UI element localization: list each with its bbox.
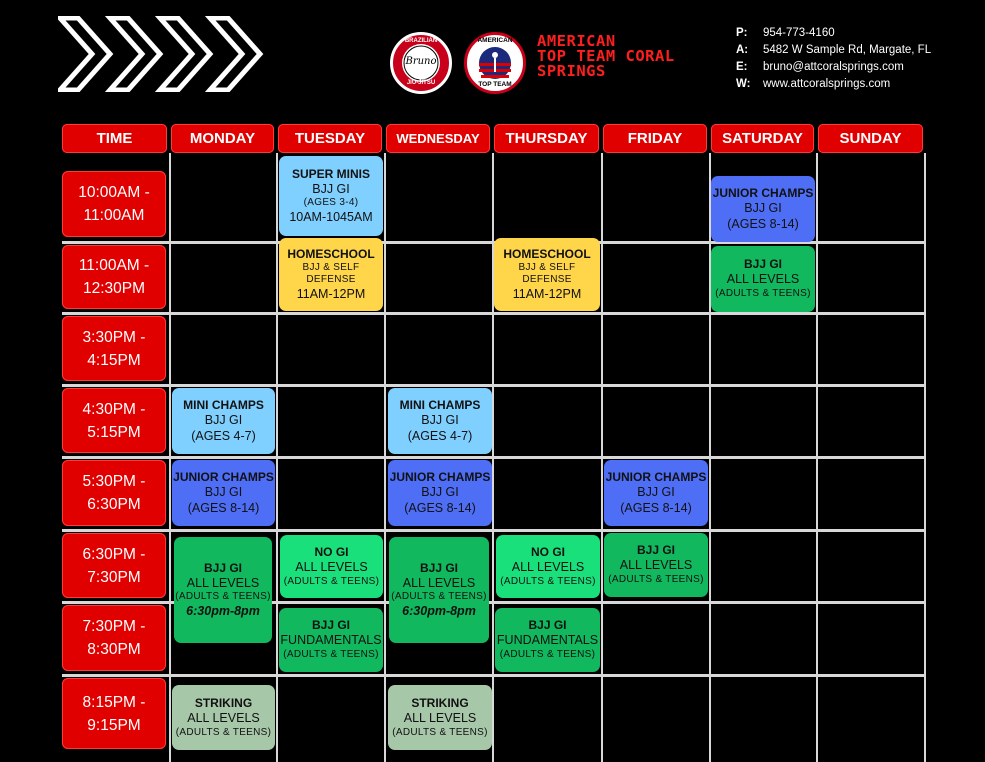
brand-line: SPRINGS: [537, 62, 606, 80]
class-card-junior-champs: [711, 176, 815, 242]
class-ages: (ADULTS & TEENS): [499, 649, 596, 661]
class-title: HOMESCHOOL: [503, 246, 591, 261]
class-sub: BJJ GI: [744, 200, 782, 215]
class-title: BJJ GI: [419, 560, 458, 575]
contact-label: P:: [736, 27, 748, 39]
class-card-fundamentals: [279, 608, 383, 672]
class-time: 6:30pm-8pm: [402, 603, 476, 618]
grid-line: [62, 456, 926, 459]
class-sub: BJJ & SELF: [518, 261, 576, 273]
grid-line: [62, 529, 926, 532]
time-start: 3:30PM -: [82, 328, 146, 346]
class-card-striking: [388, 685, 492, 750]
grid-line: [62, 674, 926, 677]
contact-phone: [736, 27, 835, 39]
time-end: 6:30PM: [87, 496, 141, 513]
header-friday: FRIDAY: [603, 124, 707, 153]
time-cell: [62, 245, 166, 309]
logo-left-mid-text: Bruno: [405, 56, 437, 67]
class-title: BJJ GI: [311, 618, 350, 633]
time-cell: [62, 678, 166, 749]
class-card-homeschool: [279, 238, 383, 311]
class-ages: (ADULTS & TEENS): [500, 575, 596, 587]
time-start: 10:00AM -: [78, 184, 150, 201]
class-title: NO GI: [530, 544, 565, 559]
time-cell: [62, 605, 166, 671]
chevrons-icon: [58, 16, 264, 92]
contact-label: A:: [736, 44, 749, 56]
time-end: 7:30PM: [87, 568, 141, 586]
time-cell: [62, 171, 166, 237]
contact-label: W:: [736, 78, 751, 90]
class-card-junior-champs: [172, 460, 275, 526]
class-ages: (AGES 8-14): [404, 500, 476, 515]
time-end: 4:15PM: [87, 351, 141, 369]
header-sunday: SUNDAY: [818, 124, 923, 153]
american-top-team-logo: [464, 32, 526, 94]
class-title: MINI CHAMPS: [183, 397, 264, 412]
class-card-super-minis: [279, 156, 383, 236]
class-sub: ALL LEVELS: [511, 559, 585, 574]
class-card-no-gi: [280, 535, 383, 598]
class-sub: ALL LEVELS: [403, 710, 477, 725]
time-end: 9:15PM: [87, 716, 141, 734]
time-cell: [62, 460, 166, 526]
class-card-mini-champs: [172, 388, 275, 454]
class-ages: (AGES 4-7): [191, 428, 256, 443]
class-card-bjj-gi: [389, 537, 489, 643]
time-end: 8:30PM: [87, 641, 141, 658]
contact-website: [736, 78, 890, 90]
time-start: 7:30PM -: [82, 618, 146, 635]
header-monday: MONDAY: [171, 124, 274, 153]
time-start: 5:30PM -: [82, 473, 146, 490]
class-title: NO GI: [314, 544, 349, 559]
contact-value: 954-773-4160: [763, 27, 835, 39]
time-cell: [62, 388, 166, 453]
contact-value: www.attcoralsprings.com: [763, 78, 891, 90]
class-ages: (ADULTS & TEENS): [715, 288, 811, 300]
logo-right-bottom-text: TOP TEAM: [478, 81, 512, 88]
class-sub: BJJ GI: [312, 181, 350, 196]
time-cell: [62, 533, 166, 598]
class-card-fundamentals: [495, 608, 600, 672]
class-time: 11AM-12PM: [296, 286, 366, 301]
logo-left-bottom-text: JIU-JITSU: [406, 80, 436, 86]
time-cell: [62, 316, 166, 381]
class-title: JUNIOR CHAMPS: [605, 469, 707, 484]
class-sub: BJJ GI: [421, 484, 459, 499]
class-card-bjj-gi: [711, 246, 815, 312]
class-card-homeschool: [494, 238, 600, 311]
brand-name: [537, 34, 675, 79]
class-sub: ALL LEVELS: [186, 575, 260, 590]
contact-email: [736, 61, 904, 73]
class-sub: BJJ GI: [637, 484, 675, 499]
class-ages: (ADULTS & TEENS): [608, 574, 704, 586]
class-time: 10AM-1045AM: [289, 209, 373, 224]
class-card-striking: [172, 685, 275, 750]
class-title: STRIKING: [411, 695, 469, 710]
class-title: MINI CHAMPS: [399, 397, 481, 412]
logo-left-top-text: BRAZILIAN: [404, 38, 438, 44]
class-ages: (AGES 8-14): [620, 500, 692, 515]
header-wednesday: WEDNESDAY: [386, 124, 490, 153]
class-sub: BJJ & SELF: [302, 261, 360, 273]
time-start: 4:30PM -: [82, 400, 146, 418]
class-title: SUPER MINIS: [291, 166, 370, 181]
class-title: STRIKING: [194, 695, 253, 710]
contact-value: 5482 W Sample Rd, Margate, FL: [763, 44, 932, 56]
class-sub: BJJ GI: [204, 412, 243, 427]
header-saturday: SATURDAY: [711, 124, 814, 153]
grid-line: [62, 384, 926, 387]
class-sub: DEFENSE: [306, 274, 356, 286]
class-ages: (AGES 3-4): [303, 197, 359, 209]
class-ages: (ADULTS & TEENS): [175, 591, 271, 603]
contact-value: bruno@attcoralsprings.com: [763, 61, 904, 73]
class-title: BJJ GI: [743, 257, 782, 272]
class-ages: (AGES 8-14): [187, 500, 260, 515]
class-card-no-gi: [496, 535, 600, 598]
logo-right-top-text: AMERICAN: [477, 37, 513, 44]
class-sub: ALL LEVELS: [726, 272, 800, 287]
class-sub: FUNDAMENTALS: [280, 633, 382, 648]
class-sub: FUNDAMENTALS: [496, 633, 599, 648]
time-start: 11:00AM -: [78, 257, 150, 274]
class-ages: (AGES 8-14): [727, 216, 799, 231]
class-ages: (ADULTS & TEENS): [391, 591, 487, 603]
class-time: 6:30pm-8pm: [186, 603, 260, 618]
class-sub: DEFENSE: [522, 274, 572, 286]
bruno-bjj-logo: [390, 32, 452, 94]
class-card-bjj-gi: [174, 537, 272, 643]
class-title: BJJ GI: [636, 543, 675, 558]
class-sub: ALL LEVELS: [295, 559, 368, 574]
class-ages: (AGES 4-7): [407, 428, 473, 443]
class-ages: (ADULTS & TEENS): [283, 649, 379, 661]
time-end: 12:30PM: [82, 280, 146, 297]
brand-line: AMERICAN: [537, 32, 616, 50]
time-start: 8:15PM -: [82, 693, 146, 711]
class-sub: ALL LEVELS: [187, 710, 260, 725]
class-ages: (ADULTS & TEENS): [175, 726, 272, 738]
class-title: JUNIOR CHAMPS: [712, 185, 814, 200]
header-tuesday: TUESDAY: [278, 124, 382, 153]
class-card-junior-champs: [388, 460, 492, 526]
class-title: HOMESCHOOL: [287, 246, 375, 261]
contact-address: [736, 44, 931, 56]
class-ages: (ADULTS & TEENS): [392, 726, 488, 738]
header-time: TIME: [62, 124, 167, 153]
contact-label: E:: [736, 61, 748, 73]
brand-line: TOP TEAM CORAL: [537, 47, 675, 65]
header-thursday: THURSDAY: [494, 124, 599, 153]
time-start: 6:30PM -: [82, 545, 146, 563]
class-title: JUNIOR CHAMPS: [389, 469, 491, 484]
class-title: JUNIOR CHAMPS: [173, 469, 274, 484]
time-end: 5:15PM: [87, 423, 141, 441]
grid-line: [62, 312, 926, 315]
class-title: BJJ GI: [528, 618, 567, 633]
class-sub: BJJ GI: [204, 484, 243, 499]
class-ages: (ADULTS & TEENS): [283, 575, 380, 587]
class-card-junior-champs: [604, 460, 708, 526]
class-sub: ALL LEVELS: [619, 558, 693, 573]
class-card-bjj-gi: [604, 533, 708, 597]
class-sub: ALL LEVELS: [402, 575, 476, 590]
time-end: 11:00AM: [83, 207, 145, 224]
class-card-mini-champs: [388, 388, 492, 454]
class-time: 11AM-12PM: [512, 286, 582, 301]
class-title: BJJ GI: [203, 560, 242, 575]
class-sub: BJJ GI: [421, 412, 459, 427]
